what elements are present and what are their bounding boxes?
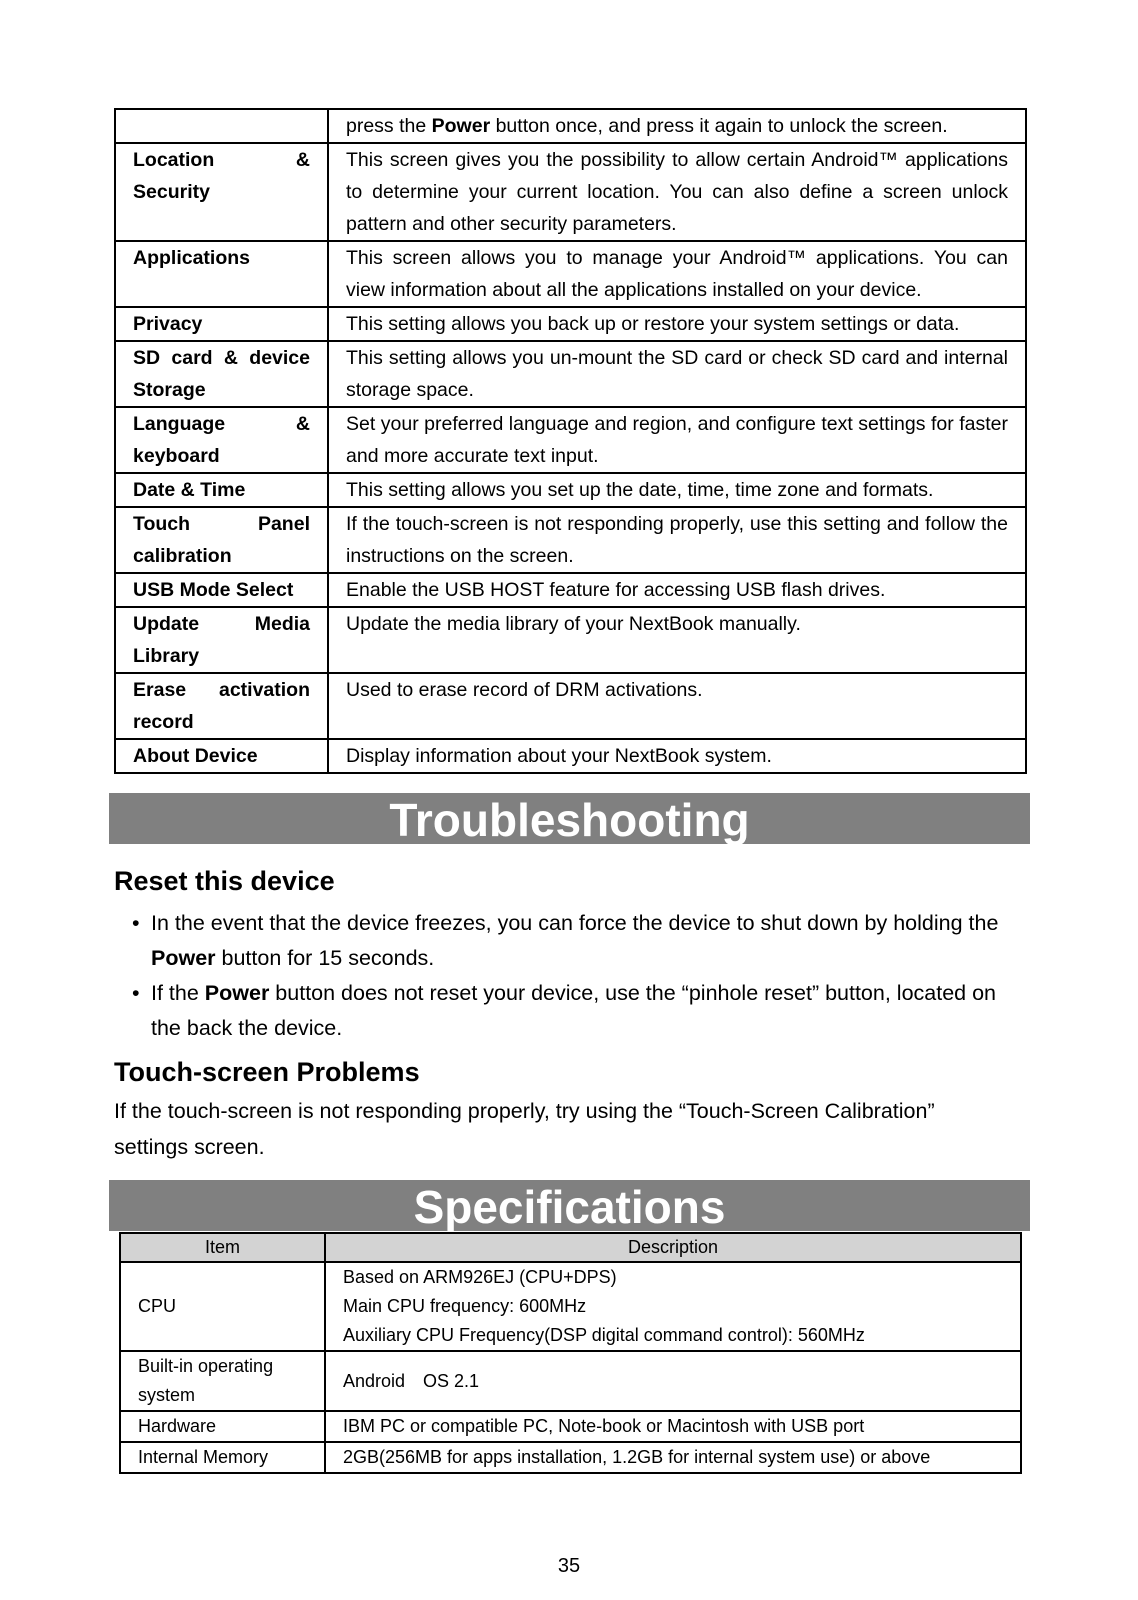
column-header-description: Description [325, 1233, 1021, 1262]
table-row [115, 507, 1026, 573]
table-row [115, 407, 1026, 473]
setting-description: press the Power button once, and press it again to unlock the screen. [328, 109, 1026, 143]
table-row [115, 307, 1026, 341]
column-header-item: Item [120, 1233, 325, 1262]
setting-label: USB Mode Select [115, 573, 328, 607]
setting-description: This setting allows you un-mount the SD card or check SD card and internal storage space. [328, 341, 1026, 407]
setting-label: Date & Time [115, 473, 328, 507]
setting-description: Display information about your NextBook system. [328, 739, 1026, 773]
specifications-banner: Specifications [109, 1180, 1030, 1231]
table-row [120, 1411, 1021, 1442]
spec-item: CPU [120, 1262, 325, 1351]
setting-description: This setting allows you back up or restore your system settings or data. [328, 307, 1026, 341]
setting-description: Enable the USB HOST feature for accessing USB flash drives. [328, 573, 1026, 607]
table-row [120, 1351, 1021, 1411]
setting-description: Set your preferred language and region, and configure text settings for faster and more accurate text input. [328, 407, 1026, 473]
setting-label: Location & Security [115, 143, 328, 241]
spec-description: IBM PC or compatible PC, Note-book or Macintosh with USB port [325, 1411, 1021, 1442]
spec-item: Hardware [120, 1411, 325, 1442]
table-row [115, 143, 1026, 241]
table-row [115, 673, 1026, 739]
power-keyword: Power [431, 115, 491, 137]
touch-screen-paragraph: If the touch-screen is not responding properly, try using the “Touch-Screen Calibration” settings screen. [114, 1099, 935, 1159]
list-item: • If the Power button does not reset your device, use the “pinhole reset” button, located on the back the device. [132, 976, 1012, 1046]
setting-label: SD card & device Storage [115, 341, 328, 407]
spec-description: Android OS 2.1 [325, 1351, 1021, 1411]
table-row [115, 473, 1026, 507]
table-header-row [120, 1233, 1021, 1262]
table-row [115, 109, 1026, 143]
settings-table [114, 108, 1027, 774]
page-number: 35 [557, 1555, 581, 1577]
spec-item: Internal Memory [120, 1442, 325, 1473]
setting-description: Used to erase record of DRM activations. [328, 673, 1026, 739]
table-row [115, 739, 1026, 773]
table-row [120, 1442, 1021, 1473]
setting-label: Touch Panel calibration [115, 507, 328, 573]
setting-description: This screen gives you the possibility to allow certain Android™ applications to determine your current location. You can also define a screen unlock pattern and other security parameters. [328, 143, 1026, 241]
setting-description: This screen allows you to manage your Android™ applications. You can view information about all the applications installed on your device. [328, 241, 1026, 307]
setting-description: If the touch-screen is not responding properly, use this setting and follow the instructions on the screen. [328, 507, 1026, 573]
spec-description: Based on ARM926EJ (CPU+DPS) Main CPU frequency: 600MHz Auxiliary CPU Frequency(DSP digital command control): 560MHz [325, 1262, 1021, 1351]
setting-label: Update Media Library [115, 607, 328, 673]
power-keyword: Power [151, 946, 216, 970]
table-row [120, 1262, 1021, 1351]
table-row [115, 607, 1026, 673]
touch-screen-heading: Touch-screen Problems [114, 1057, 420, 1087]
spec-item: Built-in operating system [120, 1351, 325, 1411]
bullet-icon: • [132, 981, 140, 1005]
spec-description: 2GB(256MB for apps installation, 1.2GB for internal system use) or above [325, 1442, 1021, 1473]
setting-label: Privacy [115, 307, 328, 341]
specifications-table [119, 1232, 1022, 1474]
setting-description: Update the media library of your NextBook manually. [328, 607, 1026, 673]
setting-label: Erase activation record [115, 673, 328, 739]
setting-label: Language & keyboard [115, 407, 328, 473]
power-keyword: Power [204, 981, 270, 1005]
troubleshooting-banner: Troubleshooting [109, 793, 1030, 844]
table-row [115, 341, 1026, 407]
bullet-icon: • [132, 911, 140, 935]
reset-bullet-list [132, 906, 1012, 1046]
table-row [115, 241, 1026, 307]
setting-label: About Device [115, 739, 328, 773]
list-item: • In the event that the device freezes, you can force the device to shut down by holding the Power button for 15 seconds. [132, 906, 1012, 976]
setting-description: This setting allows you set up the date, time, time zone and formats. [328, 473, 1026, 507]
setting-label: Applications [115, 241, 328, 307]
reset-device-heading: Reset this device [114, 866, 335, 896]
table-row [115, 573, 1026, 607]
setting-label [115, 109, 328, 143]
